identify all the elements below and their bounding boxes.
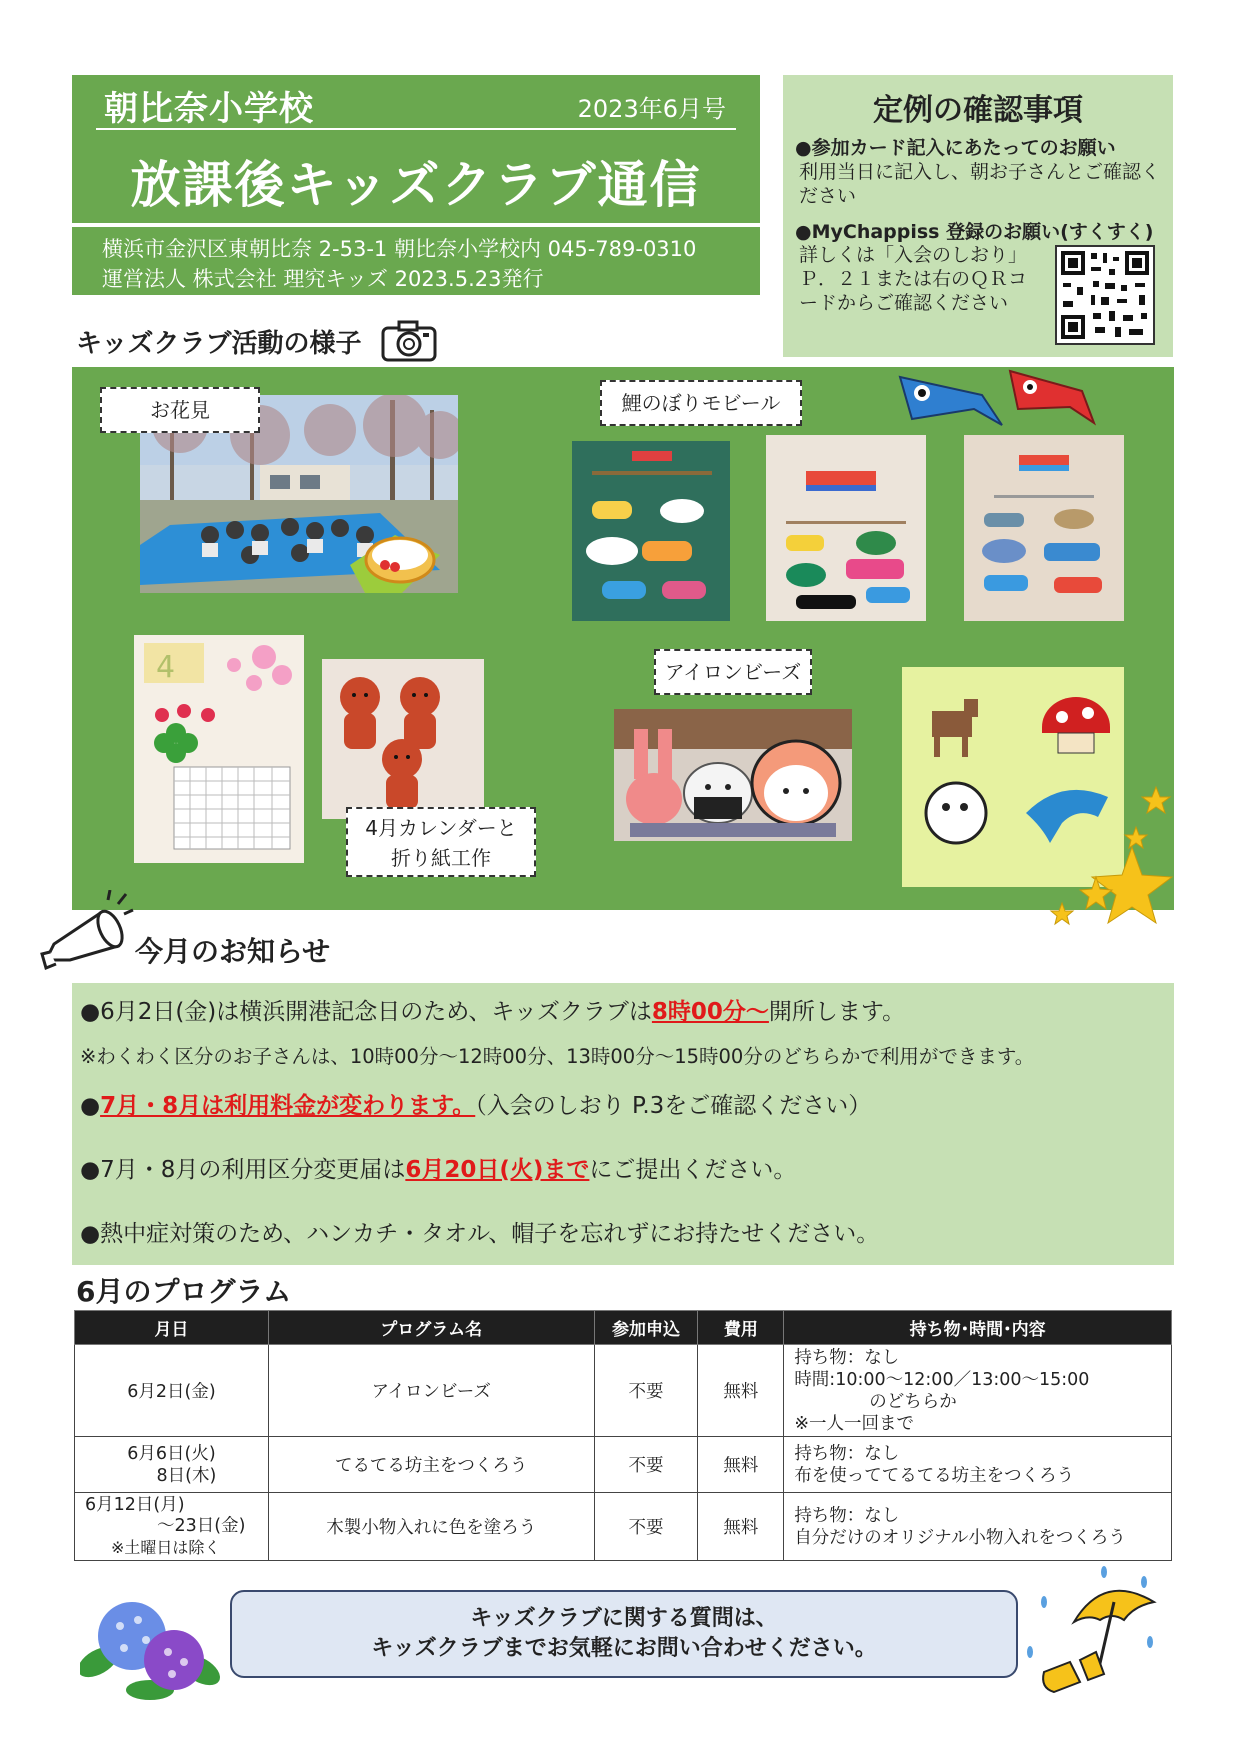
details-cell [784, 1345, 1172, 1437]
detail-line: 自分だけのオリジナル小物入れをつくろう [794, 1527, 1126, 1548]
detail-line: 布を使っててるてる坊主をつくろう [794, 1465, 1075, 1486]
notice-line-1-a: ●6月2日(金)は横浜開港記念日のため、キッズクラブは [80, 999, 652, 1025]
notice-line-4-b: にご提出ください。 [589, 1157, 797, 1183]
notice-line-1-highlight: 8時00分～ [651, 999, 769, 1025]
notice-line-3-highlight: 7月・8月は利用料金が変わります。 [100, 1093, 476, 1119]
notice-line-3-a: ● [80, 1093, 101, 1119]
notice-line-4 [80, 1151, 796, 1184]
fee-cell: 無料 [698, 1437, 784, 1493]
notice-line-4-highlight: 6月20日(火)まで [405, 1157, 590, 1183]
confirm-item1-text: 利用当日に記入し、朝お子さんとご確認ください [799, 161, 1161, 207]
koinobori-mobile-photo-2 [766, 435, 926, 621]
table-row [75, 1493, 1172, 1561]
column-header: プログラム名 [268, 1311, 594, 1345]
date-text: 6月6日(火) [127, 1443, 216, 1464]
contact-box [230, 1590, 1018, 1678]
notice-box [72, 983, 1174, 1265]
table-row [75, 1437, 1172, 1493]
megaphone-icon [36, 890, 134, 980]
contact-line-1: キッズクラブに関する質問は、 [470, 1606, 778, 1631]
column-header: 持ち物･時間･内容 [784, 1311, 1172, 1345]
activity-photos [72, 367, 1174, 910]
program-name-cell: てるてる坊主をつくろう [268, 1437, 594, 1493]
date-text: 6月2日(金) [127, 1382, 216, 1402]
activity-heading [76, 318, 441, 371]
confirm-item1-heading: ●参加カード記入にあたってのお願い [795, 137, 1116, 159]
operator: 運営法人 株式会社 理究キッズ 2023.5.23発行 [102, 267, 544, 291]
program-name-cell: アイロンビーズ [268, 1345, 594, 1437]
date-text: ※土曜日は除く [111, 1538, 221, 1557]
confirmation-box [783, 75, 1173, 357]
date-cell [75, 1345, 269, 1437]
column-header: 参加申込 [594, 1311, 698, 1345]
qr-code-icon[interactable] [1055, 245, 1155, 345]
detail-line: 持ち物：なし [794, 1443, 900, 1464]
date-text: ～23日(金) [157, 1516, 246, 1536]
april-calendar-photo [134, 635, 304, 863]
fee-cell: 無料 [698, 1493, 784, 1561]
notice-line-3 [80, 1087, 871, 1120]
date-cell [75, 1493, 269, 1561]
label-koinobori: 鯉のぼりモビール [600, 380, 802, 426]
apply-cell: 不要 [594, 1437, 698, 1493]
details-cell [784, 1437, 1172, 1493]
iron-beads-photo-1 [614, 709, 852, 841]
camera-icon [379, 318, 441, 371]
notice-line-5: ●熱中症対策のため、ハンカチ・タオル、帽子を忘れずにお持たせください。 [80, 1221, 880, 1247]
origami-bears-photo [322, 659, 484, 819]
column-header: 費用 [698, 1311, 784, 1345]
header-band [72, 223, 760, 227]
activity-heading-text: キッズクラブ活動の様子 [76, 329, 362, 359]
stars-icon [972, 727, 1174, 910]
apply-cell: 不要 [594, 1345, 698, 1437]
column-header: 月日 [75, 1311, 269, 1345]
notice-line-4-a: ●7月・8月の利用区分変更届は [80, 1157, 406, 1183]
fee-cell: 無料 [698, 1345, 784, 1437]
koinobori-mobile-photo-3 [964, 435, 1124, 621]
detail-line: 持ち物：なし [794, 1347, 900, 1368]
date-text: 6月12日(月) [85, 1495, 185, 1515]
detail-line: のどちらか [834, 1391, 957, 1412]
program-heading: 6月のプログラム [76, 1275, 292, 1308]
detail-line: 持ち物：なし [794, 1505, 900, 1526]
newsletter-header [72, 75, 760, 295]
confirmation-title: 定例の確認事項 [873, 93, 1083, 128]
label-calendar [346, 807, 536, 877]
label-iron-beads: アイロンビーズ [654, 649, 812, 695]
umbrella-icon [1024, 1562, 1164, 1702]
notice-heading: 今月のお知らせ [135, 935, 331, 968]
notice-line-2: ※わくわく区分のお子さんは、10時00分～12時00分、13時00分～15時00分のどちらかで利用ができます。 [80, 1045, 1035, 1068]
confirm-item2-text: 詳しくは「入会のしおり」Ｐ．２１または右のＱＲコードからご確認ください [799, 244, 1028, 314]
hydrangea-icon [80, 1590, 220, 1702]
newsletter-title: 放課後キッズクラブ通信 [130, 156, 702, 214]
address: 横浜市金沢区東朝比奈 2-53-1 朝比奈小学校内 045-789-0310 [102, 237, 697, 261]
issue-date: 2023年6月号 [577, 95, 726, 123]
label-calendar-line2: 折り紙工作 [391, 846, 491, 870]
svg-text:4: 4 [156, 650, 176, 685]
school-name: 朝比奈小学校 [104, 89, 314, 129]
koinobori-mobile-photo-1 [572, 441, 730, 621]
details-cell [784, 1493, 1172, 1561]
apply-cell: 不要 [594, 1493, 698, 1561]
label-hanami: お花見 [100, 387, 260, 433]
program-name-cell: 木製小物入れに色を塗ろう [268, 1493, 594, 1561]
notice-line-1-b: 開所します。 [768, 999, 906, 1025]
table-header-row [75, 1311, 1172, 1345]
notice-line-1 [80, 993, 905, 1026]
table-row [75, 1345, 1172, 1437]
contact-line-2: キッズクラブまでお気軽にお問い合わせください。 [371, 1636, 877, 1661]
label-calendar-line1: 4月カレンダーと [365, 816, 517, 840]
notice-line-3-b: （入会のしおり P.3をご確認ください） [475, 1093, 872, 1119]
detail-line: ※一人一回まで [794, 1413, 914, 1434]
header-divider [96, 128, 736, 130]
confirm-item2-heading: ●MyChappiss 登録のお願い(すくすく) [795, 221, 1154, 243]
detail-line: 時間:10:00～12:00／13:00～15:00 [794, 1369, 1090, 1390]
program-table [74, 1310, 1172, 1561]
date-cell [75, 1437, 269, 1493]
date-text: 8日(木) [156, 1465, 217, 1486]
